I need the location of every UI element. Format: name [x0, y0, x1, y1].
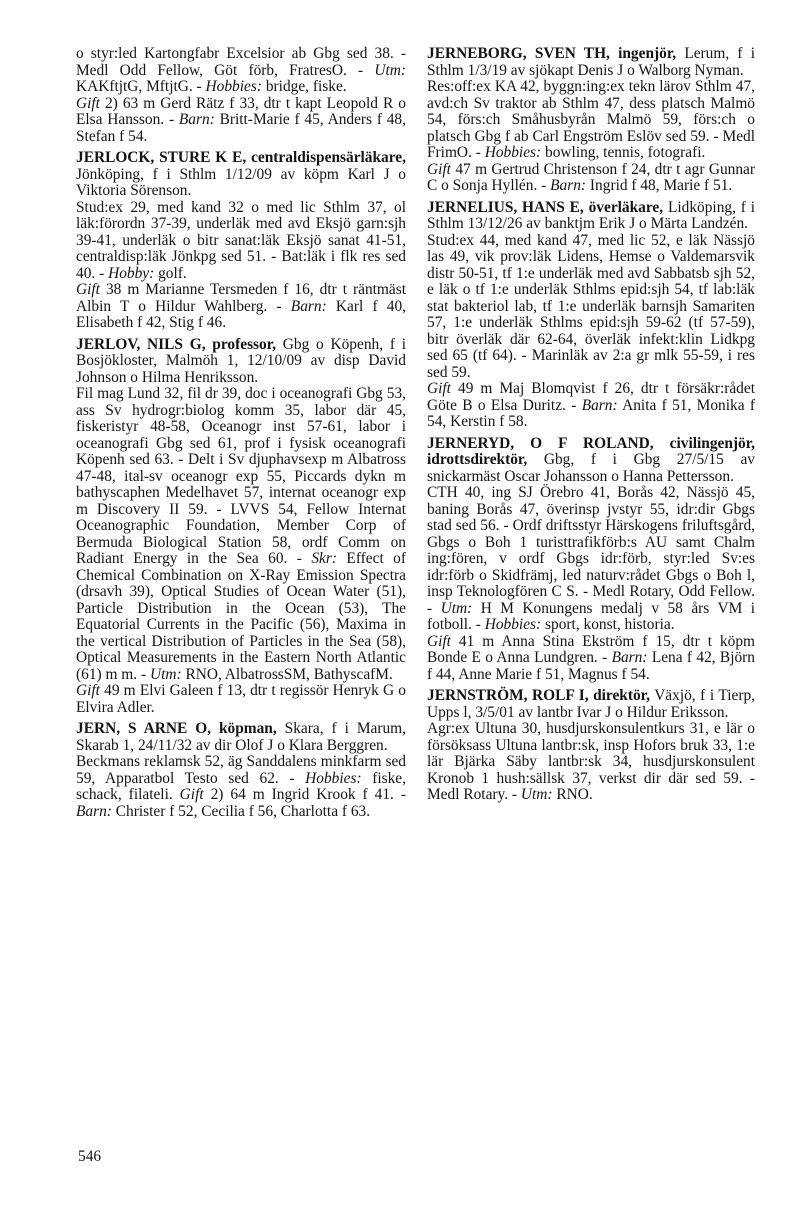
entry-text: RNO. [556, 786, 593, 803]
entry-text: CTH 40, ing SJ Örebro 41, Borås 42, Nässjö 45, baning Borås 47, överinsp jvstyr 55, idr:dir Gbgs stad sed 56. - Ordf driftsstyr Härskogens friluftsgård, Gbgs o Boh 1 turisttrafikförb:s AU samt Chalm ing:fören, v ordf Gbgs idr:förb, styr:led Sv:es idr:förb o Skidfrämj, led naturv:rådet Gbgs o Boh l, insp Teknologfören C S. - Medl Rotary, Odd Fellow. - [427, 484, 755, 617]
right-column [427, 46, 755, 804]
hobbies-label: Hobbies: [205, 78, 262, 95]
entry-jernstrom [427, 688, 755, 804]
entry-text: Lerum, f i Sthlm 1/3/19 av sjökapt Denis J o Walborg Nyman. [427, 45, 755, 79]
gift-label: Gift [427, 380, 451, 397]
entry-jerneborg [427, 46, 755, 195]
entry-text: Fil mag Lund 32, fil dr 39, doc i oceanografi Gbg 53, ass Sv hydrogr:biolog komm 35, labor där 45, fiskeristyr 48-58, Oceanogr inst 57-61, labor i oceanografi Gbg sed 61, prof i fysisk oceanografi Köpenh sed 63. - Delt i Sv djuphavsexp m Albatross 47-48, ital-sv oceanogr exp 55, Piccards dykn m bathyscaphen Medelhavet 57, internat oceanogr exp m Discovery II 59. - LVVS 54, Fellow Internat Oceanographic Foundation, Member Corp of Bermuda Biological Station 58, ordf Comm on Radiant Energy in the Sea 60. - [76, 385, 406, 567]
left-column [76, 46, 406, 820]
entry-text: Jönköping, f i Sthlm 1/12/09 av köpm Karl J o Viktoria Sörenson. [76, 165, 406, 199]
gift-label: Gift [179, 786, 204, 803]
entry-continued [76, 46, 406, 145]
entry-text: Gbg, f i Gbg 27/5/15 av snickarmäst Oscar Johansson o Hanna Pettersson. [427, 451, 755, 485]
barn-label: Barn: [178, 111, 215, 128]
utm-label: Utm: [149, 665, 182, 683]
entry-text: Lena f 42, Björn f 44, Anne Marie f 51, Magnus f 54. [427, 649, 755, 683]
gift-label: Gift [76, 94, 100, 112]
utm-label: Utm: [520, 786, 553, 803]
entry-text: Britt-Marie f 45, Anders f 48, Stefan f 54. [76, 111, 406, 145]
entry-text: 2) 64 m Ingrid Krook f 41. - [210, 786, 406, 803]
entry-heading: JERNERYD, O F ROLAND, civilingenjör, idrottsdirektör, [427, 434, 755, 468]
gift-label: Gift [427, 632, 451, 650]
entry-text: Växjö, f i Tierp, Upps l, 3/5/01 av lantbr Ivar J o Hildur Eriksson. [427, 687, 755, 721]
hobby-label: Hobby: [108, 264, 155, 282]
entry-text: 47 m Gertrud Christenson f 24, dtr t agr Gunnar C o Sonja Hyllén. - [427, 160, 755, 194]
entry-text: sport, konst, historia. [545, 616, 675, 633]
entry-text: golf. [158, 264, 187, 282]
entry-heading: JERN, S ARNE O, köpman, [76, 720, 277, 737]
barn-label: Barn: [581, 396, 618, 414]
utm-label: Utm: [374, 61, 406, 79]
entry-jern [76, 721, 406, 820]
barn-label: Barn: [611, 649, 648, 666]
page-number: 546 [78, 1148, 102, 1165]
entry-text: Lidköping, f i Sthlm 13/12/26 av banktjm Erik J o Märta Landzén. [427, 198, 755, 232]
barn-label: Barn: [76, 802, 112, 820]
entry-text: Beckmans reklamsk 52, äg Sanddalens minkfarm sed 59, Apparatbol Testo sed 62. - [76, 753, 406, 787]
entry-text: Stud:ex 44, med kand 47, med lic 52, e läk Nässjö las 49, vik prov:läk Lidens, Hemse o Valdemarsvik distr 50-51, tf 1:e underläk med avd Sabbatsb sjh 52, e läk o tf 1:e underläk Sthlms epid:sjh 54, tf lab:läk stat bakteriol lab, tf 1:e underläk barnsjh Samariten 57, 1:e underläk Sthlms epid:sjh 59-62 (tf 57-59), bitr överläk där 62-64, överläk infekt:klin Lidkpg sed 65 (tf 64). - Marinläk av 2:a gr mlk 55-59, i res sed 59. [427, 231, 755, 381]
gift-label: Gift [427, 160, 451, 178]
entry-jerlov [76, 337, 406, 717]
skr-label: Skr: [311, 550, 337, 567]
entry-text: bowling, tennis, fotografi. [545, 144, 706, 161]
utm-label: Utm: [440, 599, 473, 617]
entry-heading: JERLOV, NILS G, professor, [76, 335, 277, 353]
entry-text: Christer f 52, Cecilia f 56, Charlotta f 63. [115, 802, 371, 820]
entry-heading: JERNEBORG, SVEN TH, ingenjör, [427, 45, 677, 62]
entry-heading: JERLOCK, STURE K E, centraldispensärläkare, [76, 149, 406, 166]
entry-jerneryd [427, 436, 755, 684]
entry-text: H M Konungens medalj v 58 års VM i fotboll. - [427, 599, 755, 633]
entry-text: Effect of Chemical Combination on X-Ray Emission Spectra (drsavh 39), Optical Studies of Ocean Water (51), Particle Distribution in the Ocean (53), The Equatorial Currents in the Pacific (56), Maxima in the vertical Distribution of Particles in the Sea (58), Optical Measurements in the Eastern North Atlantic (61) m m. - [76, 550, 406, 683]
entry-text: 41 m Anna Stina Ekström f 15, dtr t köpm Bonde E o Anna Lundgren. - [427, 632, 755, 666]
hobbies-label: Hobbies: [484, 144, 542, 161]
entry-text: fiske, schack, filateli. [76, 769, 406, 803]
entry-text: Res:off:ex KA 42, byggn:ing:ex tekn lärov Sthlm 47, avd:ch Sv traktor ab Sthlm 47, dess platsch Malmö 54, förs:ch Småhusbyrån Malmö 59, förs:ch o platsch Gbg f ab Carl Engström Eslöv sed 59. - Medl FrimO. - [427, 78, 755, 161]
entry-heading: JERNSTRÖM, ROLF I, direktör, [427, 687, 650, 704]
entry-text: bridge, fiske. [265, 78, 347, 95]
entry-text: Stud:ex 29, med kand 32 o med lic Sthlm 37, ol läk:förordn 37-39, underläk med avd Eksjö garn:sjh 39-41, underläk o bitr sanat:läk Eksjö sanat 41-51, centraldisp:läk Jönkpg sed 51. - Bat:läk i flk res sed 40. - [76, 198, 406, 282]
entry-text: KAKftjtG, MftjtG. - [76, 78, 202, 95]
entry-jernelius [427, 200, 755, 431]
entry-text: Gbg o Köpenh, f i Bosjökloster, Malmöh 1, 12/10/09 av disp David Johnson o Hilma Henriksson. [76, 335, 406, 386]
entry-heading: JERNELIUS, HANS E, överläkare, [427, 198, 664, 216]
entry-text: Skara, f i Marum, Skarab 1, 24/11/32 av dir Olof J o Klara Berggren. [76, 720, 406, 754]
entry-text: Anita f 51, Monika f 54, Kerstin f 58. [427, 396, 756, 430]
barn-label: Barn: [550, 177, 587, 194]
entry-text: 49 m Elvi Galeen f 13, dtr t regissör Henryk G o Elvira Adler. [76, 682, 406, 716]
entry-text: RNO, AlbatrossSM, BathyscafM. [185, 665, 393, 683]
entry-text: 38 m Marianne Tersmeden f 16, dtr t räntmäst Albin T o Hildur Wahlberg. - [76, 281, 406, 315]
entry-text: o styr:led Kartongfabr Excelsior ab Gbg sed 38. - Medl Odd Fellow, Göt förb, FratresO. - [76, 45, 406, 79]
hobbies-label: Hobbies: [484, 616, 542, 633]
entry-text: Ingrid f 48, Marie f 51. [589, 177, 733, 194]
hobbies-label: Hobbies: [305, 769, 362, 787]
entry-text: Karl f 40, Elisabeth f 42, Stig f 46. [76, 297, 407, 331]
entry-text: 49 m Maj Blomqvist f 26, dtr t försäkr:rådet Göte B o Elsa Duritz. - [427, 380, 755, 414]
entry-jerlock [76, 150, 406, 332]
gift-label: Gift [76, 682, 100, 699]
barn-label: Barn: [290, 297, 327, 315]
gift-label: Gift [76, 281, 100, 298]
entry-text: Agr:ex Ultuna 30, husdjurskonsulentkurs 31, e lär o försöksass Ultuna lantbr:sk, insp Hofors bruk 33, 1:e lär Bjärka Säby lantbr:sk 34, husdjurskonsulent Kronob 1 hush:sällsk 37, verkst dir där sed 59. - Medl Rotary. - [427, 720, 755, 803]
entry-text: 2) 63 m Gerd Rätz f 33, dtr t kapt Leopold R o Elsa Hansson. - [76, 94, 406, 128]
